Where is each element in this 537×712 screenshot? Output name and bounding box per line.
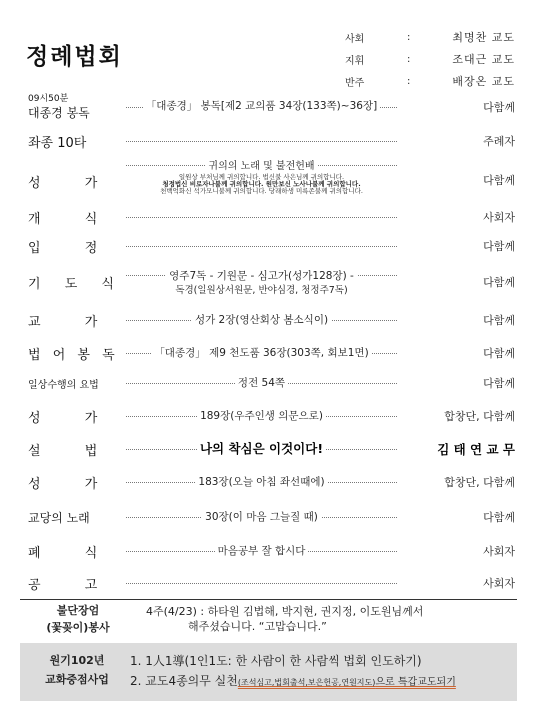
altar-service-label [30, 602, 126, 636]
row-performer: 다함께 [483, 276, 515, 289]
row-content [126, 409, 397, 423]
role-host [345, 26, 515, 48]
row-label [28, 473, 117, 492]
role-separator: : [407, 31, 411, 43]
row-content [126, 510, 397, 524]
row-content [126, 346, 397, 360]
altar-service-section [20, 602, 517, 640]
project-item-main: 2. 교도4종의무 실천 [130, 674, 238, 688]
page-title: 정례법회 [26, 44, 123, 70]
row-performer: 사회자 [483, 545, 515, 558]
row-label [28, 440, 117, 459]
row-content-text: 189장(우주인생 의문으로) [197, 410, 326, 422]
row-performer: 다함께 [483, 174, 515, 187]
row-label-text: 성 가 [28, 410, 118, 426]
program-row [0, 206, 537, 228]
row-time: 09시50분 [28, 94, 69, 104]
row-content-text: 성가 2장(영산회상 봄소식이) [192, 314, 331, 326]
label-line: 원기102년 [49, 654, 105, 667]
program-row [0, 342, 537, 364]
row-label [28, 407, 117, 426]
row-label [28, 172, 117, 191]
row-label [28, 311, 117, 330]
row-performer: 다함께 [483, 377, 515, 390]
row-content [126, 475, 397, 489]
row-label-text: 공 고 [28, 577, 118, 593]
row-label-text: 설 법 [28, 443, 118, 459]
row-performer: 사회자 [483, 577, 515, 590]
program-row [0, 540, 537, 562]
altar-service-text [146, 604, 423, 634]
program-row [0, 94, 537, 120]
row-label-text: 입 정 [28, 240, 118, 256]
role-name: 조대근 교도 [452, 53, 515, 66]
row-performer: 합창단, 다함께 [444, 476, 515, 489]
row-content-text: 정전 54쪽 [235, 377, 288, 389]
row-label: 일상수행의 요법 [28, 379, 99, 391]
row-performer: 주례자 [483, 135, 515, 148]
row-content [126, 99, 397, 113]
program-row [0, 266, 537, 298]
section-divider [20, 599, 517, 600]
dotted-leader [126, 217, 397, 218]
row-label [28, 344, 119, 363]
project-label [26, 651, 128, 689]
row-content-text: 「대종경」 제9 천도품 36장(303쪽, 회보1면) [151, 347, 371, 359]
row-content-line: 천백억화신 석가모니불께 귀의합니다. 당래하생 미륵존불께 귀의합니다. [160, 187, 363, 195]
row-content-text: 독경(일원상서원문, 반야심경, 청정주7독) [175, 285, 348, 296]
role-label: 지휘 [345, 55, 365, 67]
row-content-line: 청정법신 비로자나불께 귀의합니다. 원만보신 노사나불께 귀의합니다. [162, 180, 361, 188]
row-performer: 다함께 [483, 347, 515, 360]
row-content-title: 귀의의 노래 및 불전헌배 [205, 161, 317, 172]
row-label [28, 237, 117, 256]
row-content-text: 183장(오늘 아침 좌선때에) [195, 476, 327, 488]
row-label [28, 542, 117, 561]
label-line: 교화중점사업 [45, 673, 109, 686]
row-performer: 다함께 [483, 314, 515, 327]
role-name: 배장온 교도 [452, 75, 515, 88]
role-name: 최명찬 교도 [452, 31, 515, 44]
dotted-leader [126, 246, 397, 247]
row-label [28, 94, 90, 121]
row-label-text: 기 도 식 [28, 276, 124, 292]
row-performer: 합창단, 다함께 [444, 410, 515, 423]
row-content [126, 376, 397, 390]
row-label-text: 개 식 [28, 211, 118, 227]
role-separator: : [407, 75, 411, 87]
label-line: 불단장엄 [56, 604, 100, 617]
program-row [0, 506, 537, 528]
project-item-detail: (조석심고,법회출석,보은헌공,연원지도) [237, 678, 376, 687]
text-line: 해주셨습니다. “고맙습니다.” [188, 620, 327, 633]
row-content-text: 마음공부 잘 합시다 [215, 545, 309, 557]
row-content-text: 영주7독 - 기원문 - 심고가(성가128장) - [166, 270, 357, 282]
row-label [28, 273, 124, 292]
dotted-leader [126, 583, 397, 584]
program-row [0, 471, 537, 493]
project-item [130, 671, 456, 693]
row-performer: 다함께 [483, 511, 515, 524]
role-conductor [345, 48, 515, 70]
row-label-text: 대종경 봉독 [28, 106, 90, 120]
project-item: 1. 1人1導(1인1도: 한 사람이 한 사람씩 법회 인도하기) [130, 654, 422, 668]
row-label [28, 574, 117, 593]
row-performer: 김 태 연 교 무 [437, 442, 515, 457]
row-label-text: 성 가 [28, 176, 118, 191]
row-label-text: 폐 식 [28, 545, 118, 561]
role-accompanist [345, 70, 515, 92]
dotted-leader [126, 141, 397, 142]
row-label: 교당의 노래 [28, 510, 90, 525]
program-row [0, 309, 537, 331]
row-label-text: 성 가 [28, 476, 118, 492]
program-row [0, 405, 537, 427]
officiant-roles [345, 26, 515, 92]
row-content [126, 544, 397, 558]
project-section [20, 643, 517, 701]
program-row [0, 156, 537, 202]
row-content-line: 일원상 부처님께 귀의합니다. 법신불 사은님께 귀의합니다. [178, 173, 345, 181]
role-label: 반주 [345, 77, 365, 89]
project-item-end: 으로 특갑교도되기 [375, 677, 456, 688]
text-line: 4주(4/23) : 하타원 김법해, 박지현, 권지정, 이도원님께서 [146, 605, 424, 618]
program-row [0, 235, 537, 257]
row-label [28, 208, 117, 227]
row-label: 좌종 10타 [28, 135, 87, 151]
role-separator: : [407, 53, 411, 65]
row-performer: 사회자 [483, 211, 515, 224]
program-row [0, 130, 537, 152]
program-row [0, 438, 537, 460]
row-content-text: 30장(이 마음 그늘질 때) [202, 511, 321, 523]
row-performer: 다함께 [483, 101, 515, 114]
row-label-text: 교 가 [28, 314, 118, 330]
row-content [126, 442, 397, 457]
row-performer: 다함께 [483, 240, 515, 253]
role-label: 사회 [345, 33, 365, 45]
row-content [126, 158, 397, 195]
project-items [130, 651, 456, 693]
label-line: (꽃꽂이)봉사 [46, 621, 110, 634]
program-row [0, 572, 537, 594]
row-content-text: 「대종경」 봉독[제2 교의품 34장(133쪽)~36장] [143, 100, 380, 112]
row-content [126, 268, 397, 298]
row-label-text: 법 어 봉 독 [28, 347, 119, 363]
program-row [0, 372, 537, 394]
row-content [126, 313, 397, 327]
sermon-title: 나의 착심은 이것이다! [197, 441, 326, 456]
